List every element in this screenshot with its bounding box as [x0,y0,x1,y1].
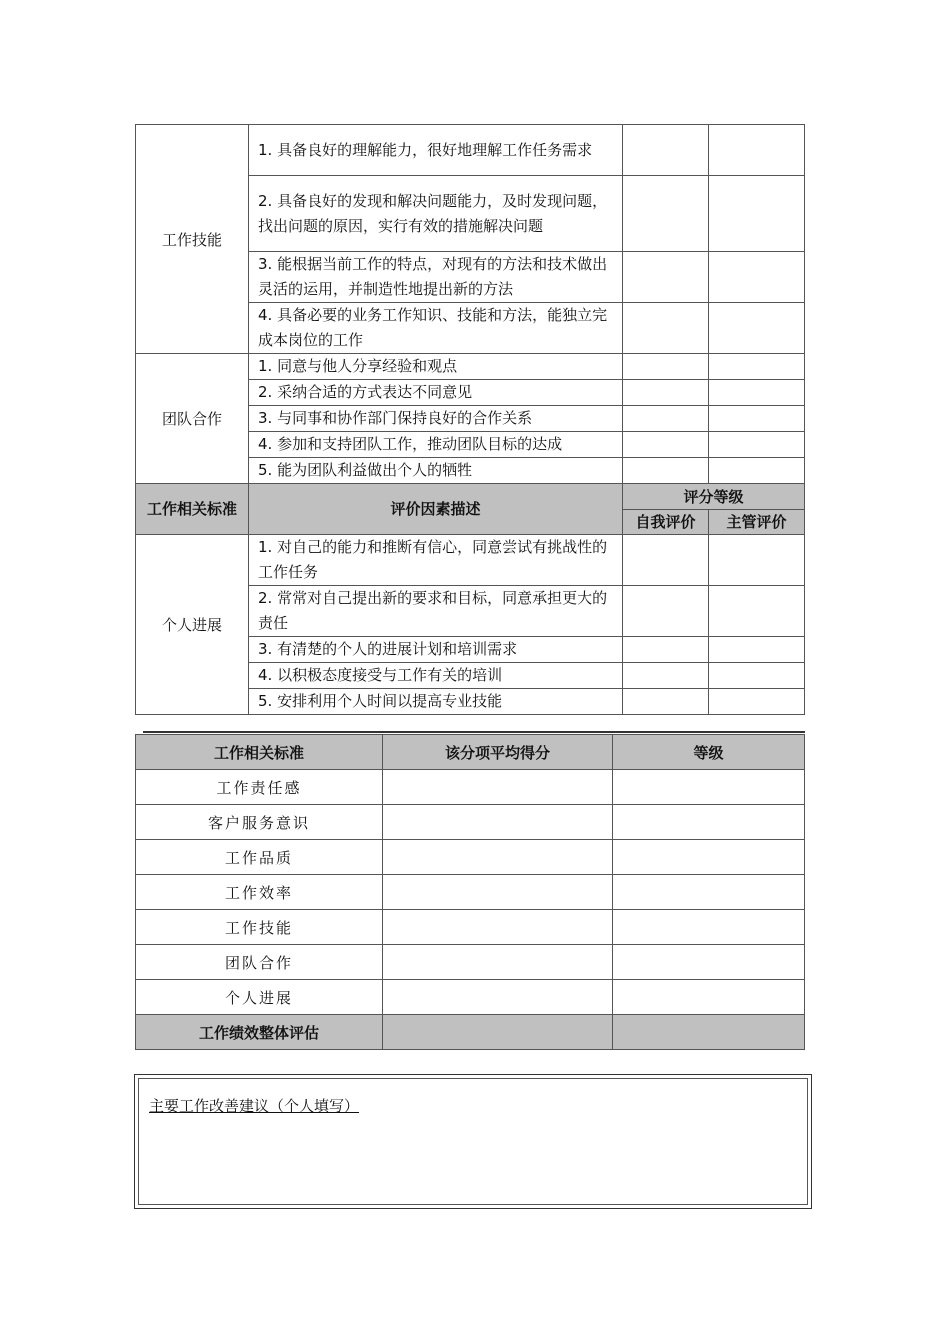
criterion-text: 2. 具备良好的发现和解决问题能力，及时发现问题，找出问题的原因，实行有效的措施解决问题 [249,176,623,252]
header-rating: 评分等级 [623,484,805,510]
header-description: 评价因素描述 [249,484,623,535]
summary-header-average: 该分项平均得分 [383,735,613,770]
header-manager-rating: 主管评价 [709,510,805,535]
criterion-text: 5. 能为团队利益做出个人的牺牲 [249,458,623,484]
summary-row-label: 工作技能 [136,910,383,945]
self-rating-cell[interactable] [623,176,709,252]
manager-rating-cell[interactable] [709,458,805,484]
average-score-cell[interactable] [383,840,613,875]
manager-rating-cell[interactable] [709,535,805,586]
category-personal-development: 个人进展 [136,535,249,715]
summary-header-standard: 工作相关标准 [136,735,383,770]
criterion-text: 5. 安排利用个人时间以提高专业技能 [249,689,623,715]
suggestion-text-area[interactable] [138,1078,808,1205]
grade-cell[interactable] [613,840,805,875]
average-score-cell[interactable] [383,770,613,805]
self-rating-cell[interactable] [623,380,709,406]
manager-rating-cell[interactable] [709,380,805,406]
self-rating-cell[interactable] [623,458,709,484]
grade-cell[interactable] [613,945,805,980]
overall-evaluation-label: 工作绩效整体评估 [136,1015,383,1050]
manager-rating-cell[interactable] [709,354,805,380]
criterion-text: 1. 同意与他人分享经验和观点 [249,354,623,380]
criterion-text: 1. 具备良好的理解能力，很好地理解工作任务需求 [249,125,623,176]
summary-row-label: 客户服务意识 [136,805,383,840]
suggestion-label: 主要工作改善建议（个人填写） [149,1097,360,1115]
manager-rating-cell[interactable] [709,689,805,715]
summary-row-label: 工作品质 [136,840,383,875]
manager-rating-cell[interactable] [709,125,805,176]
criterion-text: 2. 常常对自己提出新的要求和目标，同意承担更大的责任 [249,586,623,637]
summary-header-grade: 等级 [613,735,805,770]
self-rating-cell[interactable] [623,586,709,637]
self-rating-cell[interactable] [623,303,709,354]
criterion-text: 3. 有清楚的个人的进展计划和培训需求 [249,637,623,663]
self-rating-cell[interactable] [623,354,709,380]
manager-rating-cell[interactable] [709,586,805,637]
header-standard: 工作相关标准 [136,484,249,535]
average-score-cell[interactable] [383,910,613,945]
grade-cell[interactable] [613,875,805,910]
criterion-text: 2. 采纳合适的方式表达不同意见 [249,380,623,406]
self-rating-cell[interactable] [623,663,709,689]
improvement-suggestion-box [134,1074,812,1209]
overall-score-cell[interactable] [383,1015,613,1050]
self-rating-cell[interactable] [623,432,709,458]
manager-rating-cell[interactable] [709,432,805,458]
self-rating-cell[interactable] [623,535,709,586]
summary-table-top-rule [143,731,805,733]
self-rating-cell[interactable] [623,689,709,715]
header-self-rating: 自我评价 [623,510,709,535]
manager-rating-cell[interactable] [709,176,805,252]
average-score-cell[interactable] [383,980,613,1015]
average-score-cell[interactable] [383,945,613,980]
average-score-cell[interactable] [383,875,613,910]
criterion-text: 4. 参加和支持团队工作，推动团队目标的达成 [249,432,623,458]
manager-rating-cell[interactable] [709,406,805,432]
summary-row-label: 工作效率 [136,875,383,910]
summary-row-label: 团队合作 [136,945,383,980]
evaluation-table [135,124,805,715]
overall-grade-cell[interactable] [613,1015,805,1050]
average-score-cell[interactable] [383,805,613,840]
self-rating-cell[interactable] [623,252,709,303]
self-rating-cell[interactable] [623,125,709,176]
criterion-text: 1. 对自己的能力和推断有信心，同意尝试有挑战性的工作任务 [249,535,623,586]
self-rating-cell[interactable] [623,637,709,663]
manager-rating-cell[interactable] [709,252,805,303]
category-teamwork: 团队合作 [136,354,249,484]
grade-cell[interactable] [613,910,805,945]
manager-rating-cell[interactable] [709,637,805,663]
grade-cell[interactable] [613,770,805,805]
grade-cell[interactable] [613,805,805,840]
summary-row-label: 个人进展 [136,980,383,1015]
manager-rating-cell[interactable] [709,663,805,689]
criterion-text: 4. 具备必要的业务工作知识、技能和方法，能独立完成本岗位的工作 [249,303,623,354]
criterion-text: 4. 以积极态度接受与工作有关的培训 [249,663,623,689]
self-rating-cell[interactable] [623,406,709,432]
manager-rating-cell[interactable] [709,303,805,354]
category-work-skills: 工作技能 [136,125,249,354]
summary-row-label: 工作责任感 [136,770,383,805]
criterion-text: 3. 能根据当前工作的特点，对现有的方法和技术做出灵活的运用，并制造性地提出新的方法 [249,252,623,303]
summary-table [135,734,805,1050]
grade-cell[interactable] [613,980,805,1015]
criterion-text: 3. 与同事和协作部门保持良好的合作关系 [249,406,623,432]
